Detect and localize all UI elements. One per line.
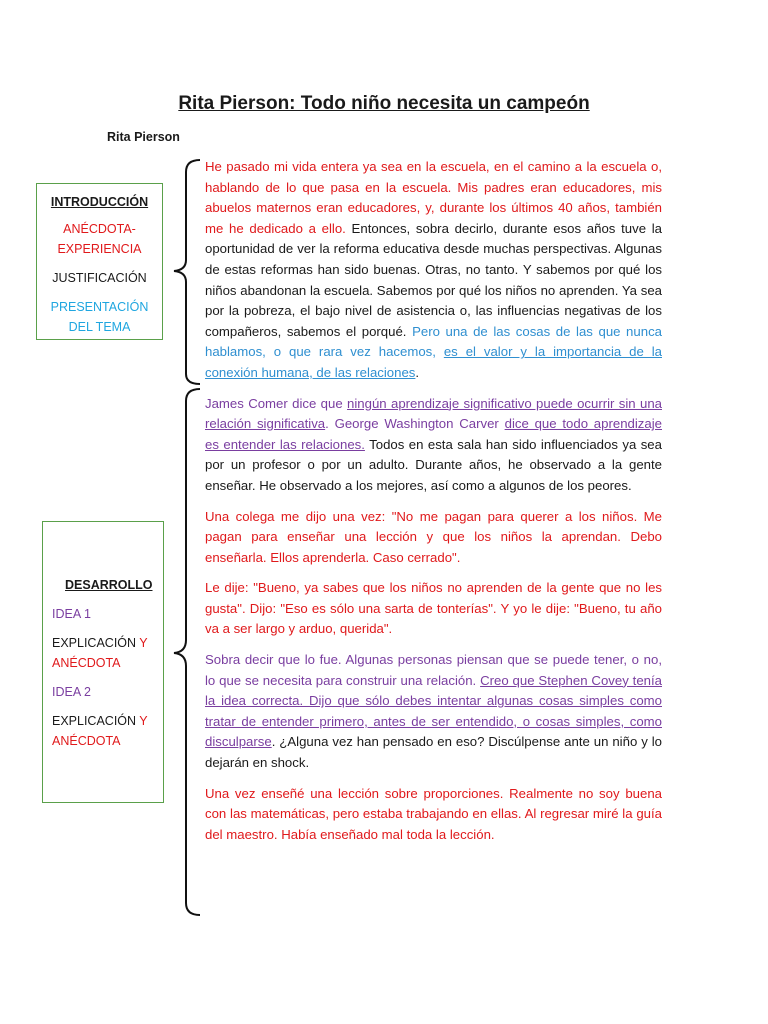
paragraph-3: Una colega me dijo una vez: "No me pagan para querer a los niños. Me pagan para enseñar una lección y que los niños la aprendan. Debo enseñarla. Ellos aprenderla. Caso cerrado".: [205, 508, 662, 565]
dev-bracket: [174, 389, 200, 915]
development-outline-box: [42, 521, 164, 803]
paragraph-2: James Comer dice que ningún aprendizaje significativo puede ocurrir sin una relación significativa. George Washington Carver dice que todo aprendizaje es entender las relaciones. Todos en esta sala han sido influenciados ya sea por un profesor o por un adulto. Durante años, he observado a la gente enseñar. He observado a los mejores, así como a algunos de los peores.: [205, 395, 662, 493]
intro-presentacion-line2: DEL TEMA: [68, 320, 131, 334]
paragraph-1: He pasado mi vida entera ya sea en la escuela, en el camino a la escuela o, hablando de lo que pasa en la escuela. Mis padres eran educadores, mis abuelos maternos eran educadores, y, durante los últimos 40 años, también me he dedicado a ello. Entonces, sobra decirlo, durante esos años tuve la oportunidad de ver la reforma educativa desde muchas perspectivas. Algunas de estas reformas han sido buenas. Otras, no tanto. Y sabemos por qué los niños abandonan la escuela. Sabemos por qué los niños no aprenden. Ya sea por la pobreza, el bajo nivel de asistencia o, las influencias negativas de los compañeros, sabemos el porqué. Pero una de las cosas de las que nunca hablamos, o que rara vez hacemos, es el valor y la importancia de la conexión humana, de las relaciones.: [205, 159, 662, 380]
dev-idea2: IDEA 2: [52, 685, 91, 699]
paragraph-4: Le dije: "Bueno, ya sabes que los niños no aprenden de la gente que no les gusta". Dijo: "Eso es sólo una sarta de tonterías". Y yo le dije: "Bueno, tu año va a ser largo y arduo, querida".: [205, 580, 662, 637]
dev-explicacion1: EXPLICACIÓN Y: [52, 636, 148, 650]
intro-justificacion: JUSTIFICACIÓN: [52, 271, 147, 285]
intro-outline-box: [36, 183, 163, 340]
dev-explicacion2: EXPLICACIÓN Y: [52, 714, 148, 728]
dev-anecdota2: ANÉCDOTA: [52, 734, 121, 748]
dev-anecdota1: ANÉCDOTA: [52, 656, 121, 670]
intro-heading: INTRODUCCIÓN: [50, 195, 149, 209]
intro-anecdota-line1: ANÉCDOTA-: [63, 222, 136, 236]
document-title: Rita Pierson: Todo niño necesita un campeón: [178, 93, 590, 114]
paragraph-6: Una vez enseñé una lección sobre proporciones. Realmente no soy buena con las matemáticas, pero estaba trabajando en ellas. Al regresar miré la guía del maestro. Había enseñado mal toda la lección.: [205, 785, 662, 842]
intro-anecdota-line2: EXPERIENCIA: [57, 242, 142, 256]
dev-heading: DESARROLLO: [65, 578, 153, 592]
body-text: [205, 157, 662, 855]
intro-bracket: [174, 160, 200, 384]
paragraph-5: Sobra decir que lo fue. Algunas personas piensan que se puede tener, o no, lo que se necesita para construir una relación. Creo que Stephen Covey tenía la idea correcta. Dijo que sólo debes intentar algunas cosas simples como tratar de entender primero, antes de ser entendido, o cosas simples, como disculparse. ¿Alguna vez han pensado en eso? Discúlpense ante un niño y lo dejarán en shock.: [205, 652, 663, 771]
author-name: Rita Pierson: [107, 130, 180, 144]
intro-presentacion-line1: PRESENTACIÓN: [50, 300, 149, 314]
dev-idea1: IDEA 1: [52, 607, 91, 621]
